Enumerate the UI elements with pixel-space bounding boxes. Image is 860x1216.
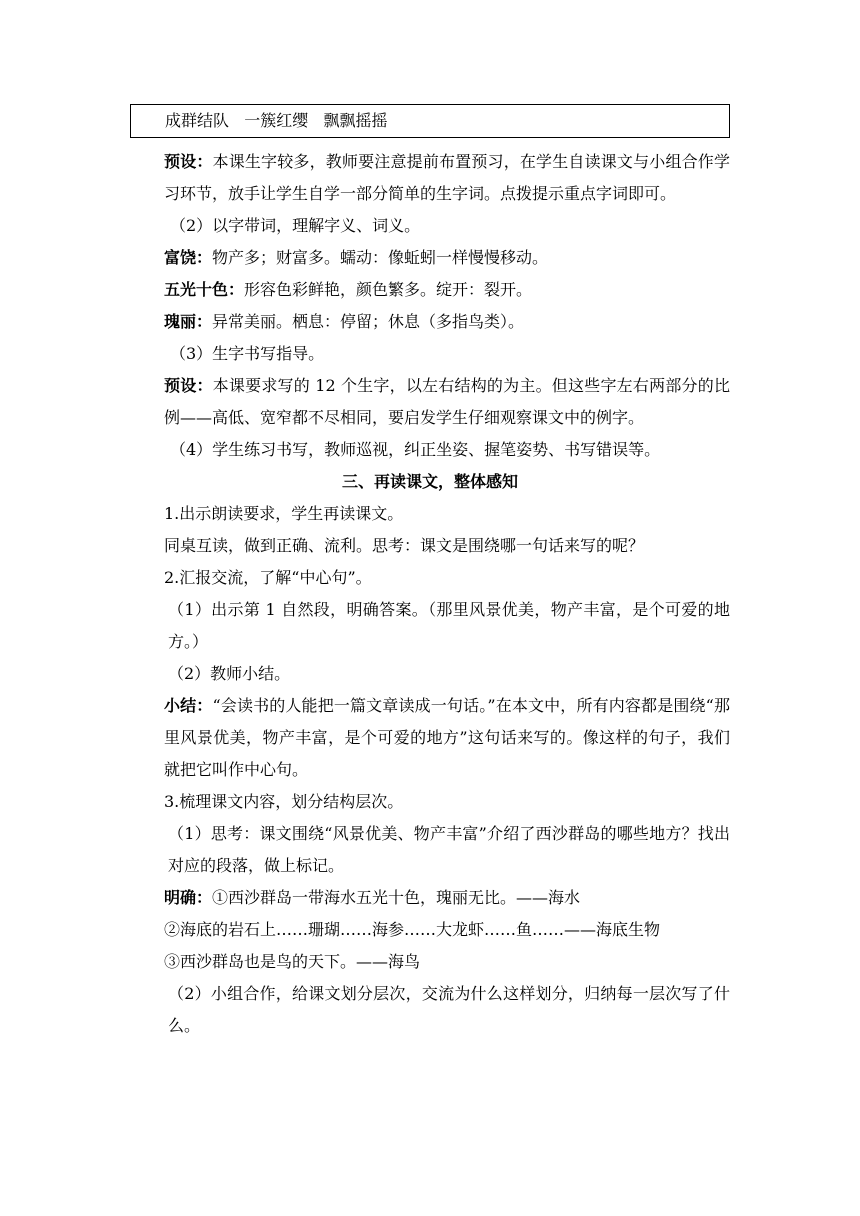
clarify-label: 明确： [164, 888, 213, 907]
section-heading: 三、再读课文，整体感知 [341, 472, 518, 491]
lesson-content [130, 146, 730, 1042]
item-3: 3.梳理课文内容，划分结构层次。 [164, 792, 404, 811]
step-2-line: （2）以字带词，理解字义、词义。 [170, 216, 421, 235]
definition-term: 瑰丽： [164, 312, 213, 331]
item-3-sub-1: （1）思考：课文围绕“风景优美、物产丰富”介绍了西沙群岛的哪些地方？找出对应的段落，做上标记。 [168, 824, 730, 875]
item-1: 1.出示朗读要求，学生再读课文。 [164, 504, 404, 523]
definition-text: 物产多；财富多。蠕动：像蚯蚓一样慢慢移动。 [212, 248, 549, 267]
item-2-sub-1: （1）出示第 1 自然段，明确答案。（那里风景优美，物产丰富，是个可爱的地方。） [168, 600, 730, 651]
step-3-line: （3）生字书写指导。 [170, 344, 325, 363]
definition-text: 异常美丽。栖息：停留；休息（多指鸟类）。 [212, 312, 525, 331]
item-2-sub-2: （2）教师小结。 [168, 664, 291, 683]
clarify-item-2: ②海底的岩石上……珊瑚……海参……大龙虾……鱼……——海底生物 [164, 920, 661, 939]
definition-fuyao [130, 242, 730, 274]
summary-text: “会读书的人能把一篇文章读成一句话。”在本文中，所有内容都是围绕“那里风景优美，物产丰富，是个可爱的地方”这句话来写的。像这样的句子，我们就把它叫作中心句。 [164, 696, 730, 779]
item-1-detail: 同桌互读，做到正确、流利。思考：课文是围绕哪一句话来写的呢？ [164, 536, 645, 555]
step-4-line: （4）学生练习书写，教师巡视，纠正坐姿、握笔姿势、书写错误等。 [170, 440, 661, 459]
clarify-text: ①西沙群岛一带海水五光十色，瑰丽无比。——海水 [212, 888, 581, 907]
preset-paragraph-2 [130, 370, 730, 434]
definition-term: 富饶： [164, 248, 213, 267]
definition-guili [130, 306, 730, 338]
preset-label: 预设： [164, 152, 213, 171]
preset-text: 本课要求写的 12 个生字，以左右结构的为主。但这些字左右两部分的比例——高低、宽窄都不尽相同，要启发学生仔细观察课文中的例字。 [164, 376, 730, 427]
item-2: 2.汇报交流，了解“中心句”。 [164, 568, 372, 587]
preset-label: 预设： [164, 376, 213, 395]
preset-text: 本课生字较多，教师要注意提前布置预习，在学生自读课文与小组合作学习环节，放手让学生自学一部分简单的生字词。点拨提示重点字词即可。 [164, 152, 730, 203]
definition-term: 五光十色： [164, 280, 245, 299]
summary-paragraph [130, 690, 730, 786]
definition-wuguangshise [130, 274, 730, 306]
preset-paragraph-1 [130, 146, 730, 210]
item-3-sub-2: （2）小组合作，给课文划分层次，交流为什么这样划分，归纳每一层次写了什么。 [168, 984, 730, 1035]
definition-text: 形容色彩鲜艳，颜色繁多。绽开：裂开。 [244, 280, 533, 299]
vocabulary-box: 成群结队 一簇红缨 飘飘摇摇 [130, 104, 730, 138]
summary-label: 小结： [164, 696, 213, 715]
clarify-line [130, 882, 730, 914]
clarify-item-3: ③西沙群岛也是鸟的天下。——海鸟 [164, 952, 421, 971]
